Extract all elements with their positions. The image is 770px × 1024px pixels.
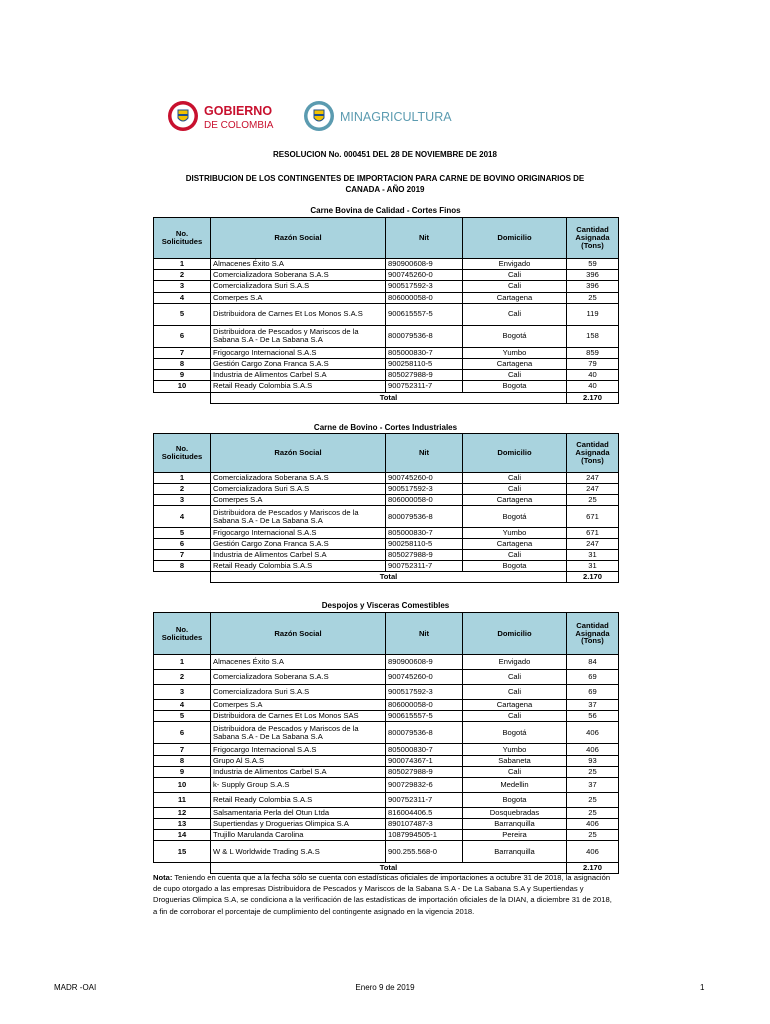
table-row	[154, 808, 619, 819]
cell-no: 5	[154, 711, 211, 722]
table-row	[154, 358, 619, 369]
cell-razon-social: Comercializadora Soberana S.A.S	[211, 270, 386, 281]
cell-razon-social: Salsamentaria Perla del Otun Ltda	[211, 808, 386, 819]
cell-cantidad: 40	[567, 370, 619, 381]
cell-razon-social: k- Supply Group S.A.S	[211, 778, 386, 793]
cell-domicilio: Pereira	[463, 830, 567, 841]
cell-nit: 806000058-0	[386, 700, 463, 711]
total-label: Total	[211, 392, 567, 403]
cell-domicilio: Cali	[463, 767, 567, 778]
cell-razon-social: Gestión Cargo Zona Franca S.A.S	[211, 358, 386, 369]
cell-nit: 806000058-0	[386, 292, 463, 303]
table-header-row	[154, 218, 619, 259]
section-title-despojos: Despojos y Visceras Comestibles	[321, 601, 450, 610]
cell-cantidad: 406	[567, 841, 619, 863]
cell-razon-social: Retail Ready Colombia S.A.S	[211, 381, 386, 392]
cell-nit: 900745260-0	[386, 270, 463, 281]
cell-nit: 805027988-9	[386, 767, 463, 778]
header-logos	[166, 98, 476, 134]
cell-razon-social: Comercializadora Soberana S.A.S	[211, 670, 386, 685]
cell-domicilio: Cartagena	[463, 292, 567, 303]
cell-razon-social: Almacenes Éxito S.A	[211, 655, 386, 670]
cell-cantidad: 406	[567, 744, 619, 756]
cell-razon-social: Frigocargo Internacional S.A.S	[211, 744, 386, 756]
total-row	[154, 392, 619, 403]
total-value: 2.170	[567, 863, 619, 874]
cell-no: 3	[154, 685, 211, 700]
cell-cantidad: 247	[567, 539, 619, 550]
cell-domicilio: Cali	[463, 270, 567, 281]
cell-cantidad: 158	[567, 325, 619, 347]
total-label: Total	[211, 572, 567, 583]
table-row	[154, 381, 619, 392]
col-header-domicilio: Domicilio	[463, 218, 567, 259]
cell-no: 5	[154, 303, 211, 325]
col-header-nit: Nit	[386, 613, 463, 655]
subtitle-line-1: DISTRIBUCION DE LOS CONTINGENTES DE IMPORTACION PARA CARNE DE BOVINO ORIGINARIOS DE	[185, 174, 585, 183]
cell-cantidad: 119	[567, 303, 619, 325]
cell-cantidad: 25	[567, 495, 619, 506]
cell-nit: 900752311-7	[386, 561, 463, 572]
cell-cantidad: 406	[567, 819, 619, 830]
cell-nit: 890107487-3	[386, 819, 463, 830]
cell-no: 7	[154, 744, 211, 756]
gobierno-colombia-logo	[166, 98, 296, 134]
section-title-cortes-finos: Carne Bovina de Calidad - Cortes Finos	[310, 206, 461, 215]
cell-no: 1	[154, 259, 211, 270]
table-row	[154, 830, 619, 841]
cell-cantidad: 69	[567, 685, 619, 700]
cell-razon-social: Comerpes S.A	[211, 292, 386, 303]
cell-nit: 1087994505-1	[386, 830, 463, 841]
distribution-subtitle	[0, 173, 770, 195]
cell-no: 4	[154, 700, 211, 711]
cell-razon-social: Comercializadora Suri S.A.S	[211, 685, 386, 700]
table-row	[154, 756, 619, 767]
table-row	[154, 711, 619, 722]
table-despojos	[153, 612, 619, 874]
cell-nit: 900074367-1	[386, 756, 463, 767]
svg-text:DE COLOMBIA: DE COLOMBIA	[204, 120, 274, 131]
cell-cantidad: 25	[567, 767, 619, 778]
table-row	[154, 793, 619, 808]
cell-no: 9	[154, 767, 211, 778]
total-row	[154, 572, 619, 583]
cell-no: 14	[154, 830, 211, 841]
cell-cantidad: 25	[567, 793, 619, 808]
cell-domicilio: Bogotá	[463, 506, 567, 528]
cell-domicilio: Bogotá	[463, 325, 567, 347]
cell-no: 5	[154, 528, 211, 539]
table-row	[154, 281, 619, 292]
table-row	[154, 561, 619, 572]
table-row	[154, 722, 619, 744]
cell-cantidad: 79	[567, 358, 619, 369]
cell-nit: 900615557-5	[386, 711, 463, 722]
cell-razon-social: Gestión Cargo Zona Franca S.A.S	[211, 539, 386, 550]
table-row	[154, 744, 619, 756]
cell-nit: 816004406.5	[386, 808, 463, 819]
cell-nit: 900258110-5	[386, 358, 463, 369]
cell-domicilio: Cali	[463, 473, 567, 484]
table-row	[154, 259, 619, 270]
cell-domicilio: Envigado	[463, 655, 567, 670]
footer-left: MADR -OAI	[54, 983, 97, 992]
table-cortes-finos	[153, 217, 619, 404]
cell-domicilio: Yumbo	[463, 528, 567, 539]
cell-no: 1	[154, 655, 211, 670]
cell-no: 3	[154, 281, 211, 292]
cell-nit: 900615557-5	[386, 303, 463, 325]
table-row	[154, 347, 619, 358]
cell-razon-social: Comerpes S.A	[211, 700, 386, 711]
cell-razon-social: Distribuidora de Pescados y Mariscos de la Sabana S.A - De La Sabana S.A	[211, 722, 386, 744]
cell-razon-social: Distribuidora de Carnes Et Los Monos SAS	[211, 711, 386, 722]
cell-domicilio: Medellin	[463, 778, 567, 793]
note-label: Nota:	[153, 873, 173, 882]
cell-nit: 890900608-9	[386, 259, 463, 270]
cell-no: 4	[154, 292, 211, 303]
cell-razon-social: Comercializadora Suri S.A.S	[211, 281, 386, 292]
cell-nit: 800079536-8	[386, 722, 463, 744]
table-row	[154, 670, 619, 685]
cell-cantidad: 25	[567, 292, 619, 303]
svg-text:GOBIERNO: GOBIERNO	[204, 104, 273, 118]
cell-cantidad: 84	[567, 655, 619, 670]
cell-razon-social: Frigocargo Internacional S.A.S	[211, 528, 386, 539]
table-row	[154, 539, 619, 550]
cell-no: 7	[154, 347, 211, 358]
cell-no: 9	[154, 370, 211, 381]
cell-nit: 806000058-0	[386, 495, 463, 506]
table-row	[154, 325, 619, 347]
col-header-domicilio: Domicilio	[463, 434, 567, 473]
cell-domicilio: Sabaneta	[463, 756, 567, 767]
cell-domicilio: Cartagena	[463, 358, 567, 369]
cell-no: 2	[154, 270, 211, 281]
cell-domicilio: Barranquilla	[463, 819, 567, 830]
table-row	[154, 655, 619, 670]
cell-cantidad: 31	[567, 550, 619, 561]
cell-no: 7	[154, 550, 211, 561]
cell-no: 4	[154, 506, 211, 528]
cell-nit: 800079536-8	[386, 506, 463, 528]
note-paragraph	[153, 872, 618, 917]
table-header-row	[154, 434, 619, 473]
table-row	[154, 303, 619, 325]
cell-nit: 805000830-7	[386, 347, 463, 358]
cell-domicilio: Dosquebradas	[463, 808, 567, 819]
cell-domicilio: Yumbo	[463, 347, 567, 358]
cell-nit: 900752311-7	[386, 381, 463, 392]
cell-no: 10	[154, 778, 211, 793]
col-header-cantidad: Cantidad Asignada (Tons)	[567, 218, 619, 259]
cell-cantidad: 671	[567, 528, 619, 539]
cell-razon-social: Trujillo Marulanda Carolina	[211, 830, 386, 841]
cell-cantidad: 671	[567, 506, 619, 528]
cell-razon-social: Almacenes Éxito S.A	[211, 259, 386, 270]
table-row	[154, 473, 619, 484]
cell-nit: 805027988-9	[386, 370, 463, 381]
total-value: 2.170	[567, 392, 619, 403]
cell-no: 8	[154, 358, 211, 369]
cell-cantidad: 56	[567, 711, 619, 722]
cell-nit: 900745260-0	[386, 670, 463, 685]
table-row	[154, 700, 619, 711]
cell-domicilio: Cali	[463, 303, 567, 325]
table-header-row	[154, 613, 619, 655]
resolution-title: RESOLUCION No. 000451 DEL 28 DE NOVIEMBRE DE 2018	[273, 150, 497, 159]
cell-nit: 805027988-9	[386, 550, 463, 561]
cell-domicilio: Cartagena	[463, 495, 567, 506]
cell-domicilio: Cali	[463, 670, 567, 685]
footer-date: Enero 9 de 2019	[355, 983, 415, 992]
cell-nit: 900258110-5	[386, 539, 463, 550]
cell-domicilio: Bogotá	[463, 722, 567, 744]
cell-domicilio: Cali	[463, 550, 567, 561]
table-row	[154, 495, 619, 506]
cell-domicilio: Cali	[463, 685, 567, 700]
table-row	[154, 685, 619, 700]
cell-no: 1	[154, 473, 211, 484]
cell-razon-social: W & L Worldwide Trading S.A.S	[211, 841, 386, 863]
cell-nit: 805000830-7	[386, 528, 463, 539]
cell-nit: 900517592-3	[386, 685, 463, 700]
cell-razon-social: Comercializadora Suri S.A.S	[211, 484, 386, 495]
cell-razon-social: Industria de Alimentos Carbel S.A	[211, 550, 386, 561]
table-row	[154, 819, 619, 830]
col-header-nit: Nit	[386, 218, 463, 259]
cell-nit: 900752311-7	[386, 793, 463, 808]
cell-razon-social: Distribuidora de Pescados y Mariscos de la Sabana S.A - De La Sabana S.A	[211, 506, 386, 528]
cell-cantidad: 247	[567, 484, 619, 495]
table-row	[154, 484, 619, 495]
cell-razon-social: Industria de Alimentos Carbel S.A	[211, 767, 386, 778]
table-row	[154, 550, 619, 561]
cell-domicilio: Envigado	[463, 259, 567, 270]
cell-cantidad: 396	[567, 281, 619, 292]
col-header-no: No. Solicitudes	[154, 218, 211, 259]
cell-cantidad: 25	[567, 808, 619, 819]
cell-domicilio: Cali	[463, 370, 567, 381]
cell-domicilio: Bogota	[463, 793, 567, 808]
cell-no: 6	[154, 325, 211, 347]
cell-razon-social: Frigocargo Internacional S.A.S	[211, 347, 386, 358]
cell-no: 12	[154, 808, 211, 819]
cell-razon-social: Distribuidora de Carnes Et Los Monos S.A.S	[211, 303, 386, 325]
total-label: Total	[211, 863, 567, 874]
cell-no: 2	[154, 670, 211, 685]
cell-no: 10	[154, 381, 211, 392]
table-row	[154, 841, 619, 863]
cell-razon-social: Comerpes S.A	[211, 495, 386, 506]
cell-cantidad: 69	[567, 670, 619, 685]
col-header-no: No. Solicitudes	[154, 434, 211, 473]
cell-nit: 900517592-3	[386, 281, 463, 292]
col-header-cantidad: Cantidad Asignada (Tons)	[567, 613, 619, 655]
cell-razon-social: Supertiendas y Droguerias Olimpica S.A	[211, 819, 386, 830]
total-spacer	[154, 572, 211, 583]
cell-no: 8	[154, 756, 211, 767]
footer-page-number: 1	[700, 983, 705, 992]
cell-no: 13	[154, 819, 211, 830]
cell-nit: 900517592-3	[386, 484, 463, 495]
table-row	[154, 506, 619, 528]
total-value: 2.170	[567, 572, 619, 583]
note-text: Teniendo en cuenta que a la fecha sólo se cuenta con estadísticas oficiales de importaciones a octubre 31 de 2018, la asignación de cupo otorgado a las empresas Distribuidora de Pescados y Mariscos de la Sabana S.A - De La Sabana S.A y Supertiendas y Droguerias Olimpica S.A, se condiciona a la verificación de las estadísticas de importación oficiales de la DIAN, a diciembre 31 de 2018, a fin de corroborar el porcentaje de cumplimiento del contingente asignado en la vigencia 2018.	[153, 873, 612, 916]
cell-domicilio: Cali	[463, 281, 567, 292]
col-header-no: No. Solicitudes	[154, 613, 211, 655]
cell-cantidad: 37	[567, 778, 619, 793]
table-row	[154, 767, 619, 778]
cell-cantidad: 40	[567, 381, 619, 392]
cell-no: 11	[154, 793, 211, 808]
total-spacer	[154, 392, 211, 403]
cell-razon-social: Comercializadora Soberana S.A.S	[211, 473, 386, 484]
cell-razon-social: Retail Ready Colombia S.A.S	[211, 793, 386, 808]
col-header-cantidad: Cantidad Asignada (Tons)	[567, 434, 619, 473]
cell-no: 8	[154, 561, 211, 572]
cell-domicilio: Cartagena	[463, 700, 567, 711]
cell-cantidad: 859	[567, 347, 619, 358]
cell-cantidad: 59	[567, 259, 619, 270]
cell-nit: 890900608-9	[386, 655, 463, 670]
table-row	[154, 528, 619, 539]
cell-no: 6	[154, 722, 211, 744]
cell-razon-social: Retail Ready Colombia S.A.S	[211, 561, 386, 572]
cell-razon-social: Industria de Alimentos Carbel S.A	[211, 370, 386, 381]
cell-nit: 900745260-0	[386, 473, 463, 484]
table-row	[154, 270, 619, 281]
cell-razon-social: Grupo Al S.A.S	[211, 756, 386, 767]
cell-cantidad: 93	[567, 756, 619, 767]
cell-nit: 800079536-8	[386, 325, 463, 347]
table-row	[154, 370, 619, 381]
cell-cantidad: 247	[567, 473, 619, 484]
cell-no: 15	[154, 841, 211, 863]
table-cortes-industriales	[153, 433, 619, 583]
cell-cantidad: 37	[567, 700, 619, 711]
cell-cantidad: 406	[567, 722, 619, 744]
section-title-cortes-industriales: Carne de Bovino - Cortes Industriales	[313, 423, 458, 432]
col-header-razon: Razón Social	[211, 434, 386, 473]
cell-cantidad: 25	[567, 830, 619, 841]
cell-no: 6	[154, 539, 211, 550]
col-header-razon: Razón Social	[211, 613, 386, 655]
cell-domicilio: Bogota	[463, 561, 567, 572]
table-row	[154, 292, 619, 303]
cell-no: 2	[154, 484, 211, 495]
cell-domicilio: Yumbo	[463, 744, 567, 756]
cell-razon-social: Distribuidora de Pescados y Mariscos de la Sabana S.A - De La Sabana S.A	[211, 325, 386, 347]
cell-cantidad: 396	[567, 270, 619, 281]
table-row	[154, 778, 619, 793]
col-header-domicilio: Domicilio	[463, 613, 567, 655]
minagricultura-logo	[302, 98, 492, 134]
cell-domicilio: Cartagena	[463, 539, 567, 550]
col-header-razon: Razón Social	[211, 218, 386, 259]
cell-nit: 900729832-6	[386, 778, 463, 793]
cell-nit: 900.255.568-0	[386, 841, 463, 863]
cell-domicilio: Bogota	[463, 381, 567, 392]
cell-no: 3	[154, 495, 211, 506]
cell-domicilio: Barranquilla	[463, 841, 567, 863]
subtitle-line-2: CANADA - AÑO 2019	[345, 185, 425, 194]
cell-domicilio: Cali	[463, 484, 567, 495]
col-header-nit: Nit	[386, 434, 463, 473]
cell-nit: 805000830-7	[386, 744, 463, 756]
cell-domicilio: Cali	[463, 711, 567, 722]
cell-cantidad: 31	[567, 561, 619, 572]
svg-text:MINAGRICULTURA: MINAGRICULTURA	[340, 110, 452, 124]
